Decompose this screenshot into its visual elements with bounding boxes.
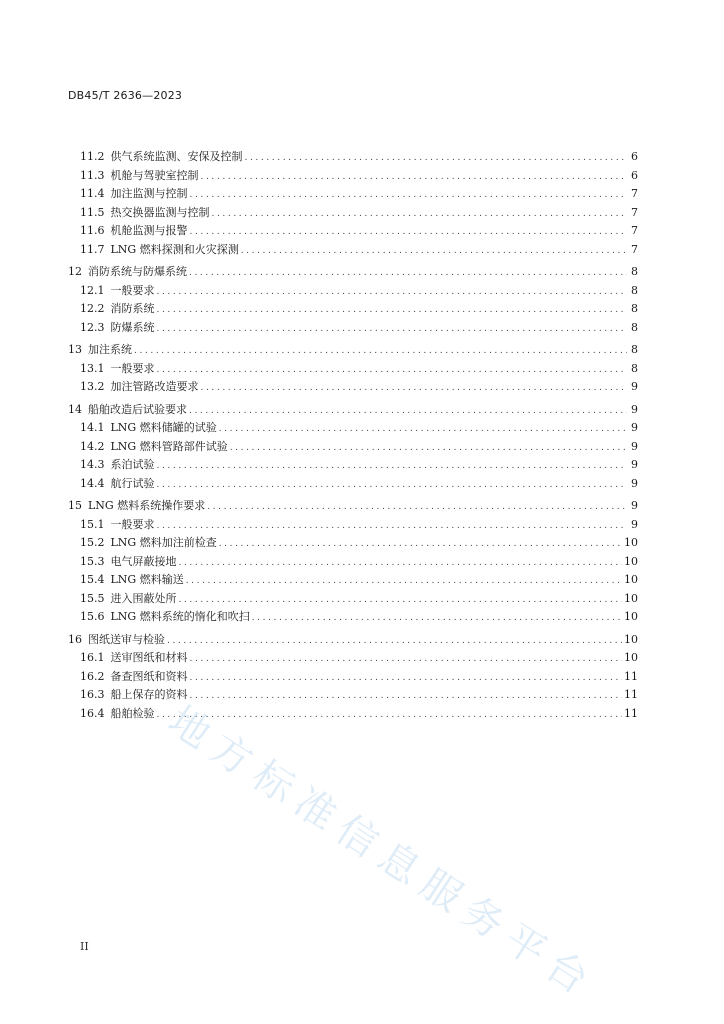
toc-entry-title: LNG 燃料探测和火灾探测 xyxy=(110,242,239,256)
toc-entry-page: 10 xyxy=(624,591,638,605)
toc-entry-number: 14.4 xyxy=(80,476,105,490)
toc-entry-page: 9 xyxy=(631,458,638,471)
toc-entry-title: 机舱监测与报警 xyxy=(110,224,188,237)
toc-entry-number: 12 xyxy=(68,265,82,278)
toc-dot-leader xyxy=(179,554,623,573)
toc-entry-title: 热交换器监测与控制 xyxy=(110,205,210,219)
toc-dot-leader xyxy=(134,342,627,361)
toc-entry-title: 加注监测与控制 xyxy=(110,187,188,200)
toc-entry-title: LNG 燃料系统的惰化和吹扫 xyxy=(110,610,250,623)
toc-entry-number: 11.3 xyxy=(80,168,105,182)
toc-entry-title: LNG 燃料储罐的试验 xyxy=(110,421,217,434)
watermark: 地方标准信息服务平台 xyxy=(160,697,605,1009)
toc-entry-title: 加注管路改造要求 xyxy=(110,380,199,393)
toc-chapter-entry[interactable] xyxy=(68,631,638,650)
toc-entry-page: 6 xyxy=(631,168,638,182)
toc-entry-number: 13.1 xyxy=(80,361,105,375)
toc-section-entry[interactable] xyxy=(68,167,638,186)
toc-section-entry[interactable] xyxy=(68,534,638,553)
toc-entry-number: 11.2 xyxy=(80,150,105,163)
toc-entry-number: 12.2 xyxy=(80,302,105,315)
toc-entry-number: 11.6 xyxy=(80,224,105,237)
toc-entry-number: 13.2 xyxy=(80,380,105,393)
toc-entry-page: 10 xyxy=(624,536,638,549)
toc-section-entry[interactable] xyxy=(68,185,638,204)
toc-entry-page: 8 xyxy=(631,302,638,315)
toc-section-entry[interactable] xyxy=(68,360,638,379)
toc-section-entry[interactable] xyxy=(68,148,638,167)
toc-entry-page: 9 xyxy=(631,517,638,531)
toc-entry-title: LNG 燃料输送 xyxy=(110,573,184,586)
toc-entry-title: 一般要求 xyxy=(110,361,155,375)
toc-entry-page: 9 xyxy=(631,439,638,453)
toc-entry-title: LNG 燃料系统操作要求 xyxy=(88,499,206,512)
toc-dot-leader xyxy=(157,320,628,339)
toc-entry-page: 11 xyxy=(624,688,638,701)
toc-entry-title: 送审图纸和材料 xyxy=(110,651,188,664)
toc-entry-page: 11 xyxy=(624,669,638,683)
toc-entry-number: 16.3 xyxy=(80,688,105,701)
toc-entry-title: 消防系统与防爆系统 xyxy=(88,265,187,278)
toc-section-entry[interactable] xyxy=(68,456,638,475)
toc-entry-title: LNG 燃料加注前检查 xyxy=(110,536,217,549)
toc-dot-leader xyxy=(201,168,628,187)
toc-entry-page: 8 xyxy=(631,343,638,356)
toc-entry-number: 15 xyxy=(68,499,82,512)
toc-entry-page: 9 xyxy=(631,421,638,434)
toc-dot-leader xyxy=(241,242,627,261)
toc-dot-leader xyxy=(157,476,628,495)
toc-section-entry[interactable] xyxy=(68,419,638,438)
toc-section-entry[interactable] xyxy=(68,241,638,260)
toc-dot-leader xyxy=(252,609,622,628)
toc-dot-leader xyxy=(189,264,627,283)
toc-entry-page: 7 xyxy=(631,205,638,219)
toc-section-entry[interactable] xyxy=(68,222,638,241)
toc-entry-title: 供气系统监测、安保及控制 xyxy=(110,150,243,163)
toc-entry-title: 加注系统 xyxy=(88,343,132,356)
toc-entry-number: 11.5 xyxy=(80,205,105,219)
toc-entry-title: 一般要求 xyxy=(110,283,155,297)
toc-entry-number: 14.1 xyxy=(80,421,105,434)
toc-section-entry[interactable] xyxy=(68,475,638,494)
toc-chapter-entry[interactable] xyxy=(68,263,638,282)
toc-section-entry[interactable] xyxy=(68,705,638,724)
toc-entry-number: 11.7 xyxy=(80,242,105,256)
toc-section-entry[interactable] xyxy=(68,378,638,397)
toc-entry-title: 一般要求 xyxy=(110,517,155,531)
standard-code-header: DB45/T 2636—2023 xyxy=(68,89,183,102)
toc-entry-number: 16.4 xyxy=(80,706,105,720)
page-number: II xyxy=(80,940,89,953)
toc-entry-number: 14.3 xyxy=(80,458,105,471)
toc-entry-page: 7 xyxy=(631,224,638,237)
toc-chapter-entry[interactable] xyxy=(68,341,638,360)
toc-section-entry[interactable] xyxy=(68,608,638,627)
toc-dot-leader xyxy=(245,149,628,168)
table-of-contents xyxy=(68,148,638,723)
toc-dot-leader xyxy=(190,650,623,669)
toc-section-entry[interactable] xyxy=(68,282,638,301)
toc-entry-page: 6 xyxy=(631,150,638,163)
toc-dot-leader xyxy=(186,572,622,591)
toc-dot-leader xyxy=(157,517,628,536)
toc-chapter-entry[interactable] xyxy=(68,401,638,420)
toc-entry-title: 电气屏蔽接地 xyxy=(110,554,177,568)
toc-section-entry[interactable] xyxy=(68,686,638,705)
toc-entry-title: 航行试验 xyxy=(110,476,155,490)
toc-dot-leader xyxy=(190,669,623,688)
toc-entry-page: 9 xyxy=(631,499,638,512)
toc-dot-leader xyxy=(219,420,627,439)
toc-entry-number: 15.4 xyxy=(80,573,105,586)
toc-dot-leader xyxy=(207,498,627,517)
toc-section-entry[interactable] xyxy=(68,300,638,319)
toc-entry-page: 10 xyxy=(624,554,638,568)
toc-entry-page: 9 xyxy=(631,380,638,393)
toc-entry-title: 进入围蔽处所 xyxy=(110,591,177,605)
toc-entry-page: 10 xyxy=(624,573,638,586)
toc-entry-title: 系泊试验 xyxy=(110,458,155,471)
toc-section-entry[interactable] xyxy=(68,668,638,687)
toc-dot-leader xyxy=(201,379,628,398)
toc-entry-title: 防爆系统 xyxy=(110,320,155,334)
toc-entry-page: 9 xyxy=(631,476,638,490)
toc-entry-number: 14.2 xyxy=(80,439,105,453)
toc-entry-number: 12.1 xyxy=(80,283,105,297)
toc-entry-page: 8 xyxy=(631,283,638,297)
toc-entry-page: 7 xyxy=(631,242,638,256)
toc-entry-page: 10 xyxy=(624,610,638,623)
toc-section-entry[interactable] xyxy=(68,553,638,572)
toc-entry-number: 16.2 xyxy=(80,669,105,683)
toc-entry-title: 船舶检验 xyxy=(110,706,155,720)
toc-dot-leader xyxy=(157,706,623,725)
toc-section-entry[interactable] xyxy=(68,516,638,535)
toc-entry-number: 16 xyxy=(68,632,82,646)
toc-entry-page: 8 xyxy=(631,320,638,334)
toc-entry-page: 7 xyxy=(631,187,638,200)
toc-entry-number: 16.1 xyxy=(80,651,105,664)
toc-dot-leader xyxy=(189,402,627,421)
toc-entry-number: 15.3 xyxy=(80,554,105,568)
toc-dot-leader xyxy=(157,301,628,320)
toc-entry-page: 11 xyxy=(624,706,638,720)
toc-entry-page: 8 xyxy=(631,361,638,375)
toc-entry-number: 15.6 xyxy=(80,610,105,623)
toc-dot-leader xyxy=(219,535,622,554)
toc-dot-leader xyxy=(179,591,623,610)
toc-chapter-entry[interactable] xyxy=(68,497,638,516)
toc-dot-leader xyxy=(167,632,622,651)
toc-entry-page: 9 xyxy=(631,402,638,416)
toc-entry-page: 10 xyxy=(624,651,638,664)
toc-section-entry[interactable] xyxy=(68,438,638,457)
toc-section-entry[interactable] xyxy=(68,204,638,223)
toc-dot-leader xyxy=(157,361,628,380)
toc-dot-leader xyxy=(190,186,628,205)
toc-section-entry[interactable] xyxy=(68,649,638,668)
toc-entry-number: 15.1 xyxy=(80,517,105,531)
toc-entry-number: 14 xyxy=(68,402,82,416)
toc-entry-title: 图纸送审与检验 xyxy=(88,632,165,646)
toc-entry-number: 15.2 xyxy=(80,536,105,549)
toc-dot-leader xyxy=(157,283,628,302)
toc-entry-title: 机舱与驾驶室控制 xyxy=(110,168,199,182)
toc-section-entry[interactable] xyxy=(68,590,638,609)
toc-entry-title: 消防系统 xyxy=(110,302,155,315)
toc-entry-number: 13 xyxy=(68,343,82,356)
toc-entry-page: 8 xyxy=(631,265,638,278)
toc-dot-leader xyxy=(190,687,623,706)
toc-dot-leader xyxy=(190,223,628,242)
toc-section-entry[interactable] xyxy=(68,571,638,590)
toc-entry-title: LNG 燃料管路部件试验 xyxy=(110,439,228,453)
toc-entry-title: 船舶改造后试验要求 xyxy=(88,402,187,416)
toc-dot-leader xyxy=(157,457,628,476)
toc-entry-title: 备查图纸和资料 xyxy=(110,669,188,683)
toc-section-entry[interactable] xyxy=(68,319,638,338)
toc-dot-leader xyxy=(212,205,628,224)
toc-entry-page: 10 xyxy=(624,632,638,646)
toc-entry-number: 15.5 xyxy=(80,591,105,605)
toc-entry-title: 船上保存的资料 xyxy=(110,688,188,701)
toc-entry-number: 12.3 xyxy=(80,320,105,334)
toc-entry-number: 11.4 xyxy=(80,187,105,200)
toc-dot-leader xyxy=(230,439,627,458)
